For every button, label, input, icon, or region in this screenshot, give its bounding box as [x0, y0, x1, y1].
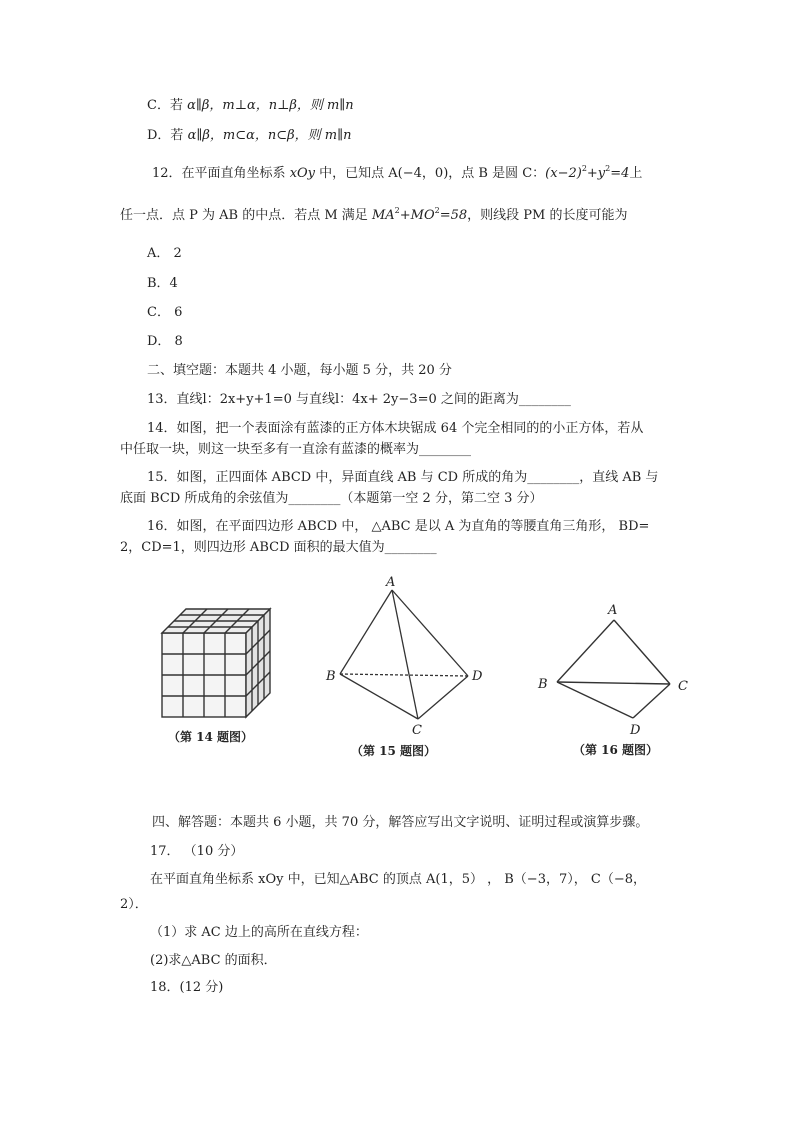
figure-15-tetrahedron: [320, 572, 495, 742]
q12-stem-line1: 12．在平面直角坐标系 xOy 中，已知点 A(−4，0)，点 B 是圆 C：$(x-2)^2+y^2=4$上: [152, 164, 643, 181]
fig16-label-a: A: [608, 603, 618, 618]
fig16-label-d: D: [630, 723, 641, 738]
q17-line1: 在平面直角坐标系 xOy 中，已知△ABC 的顶点 A(1，5） ， B（−3，7）， C（−8，: [150, 872, 646, 887]
section-fill-in-heading: 二、填空题：本题共 4 小题，每小题 5 分，共 20 分: [147, 363, 452, 378]
q11-option-c: C．若 α∥β，m⊥α，n⊥β，则 m∥n: [147, 98, 354, 113]
fig15-label-b: B: [326, 669, 336, 684]
q12-option-d: D． 8: [147, 334, 183, 349]
q11-option-d: D．若 α∥β，m⊂α，n⊂β，则 m∥n: [147, 128, 352, 143]
q16-line2: 2，CD=1，则四边形 ABCD 面积的最大值为________: [120, 540, 437, 555]
figure-14-caption: （第 14 题图）: [168, 730, 254, 744]
figure-15-caption: （第 15 题图）: [351, 744, 437, 758]
fig15-label-a: A: [386, 575, 396, 590]
q12-stem-line2: 任一点．点 P 为 AB 的中点．若点 M 满足 $MA^2+MO^2=58$，则线段 PM 的长度可能为: [120, 206, 628, 223]
fig16-label-c: C: [678, 679, 688, 694]
q12-option-c: C． 6: [147, 305, 183, 320]
q17-title: 17． （10 分）: [150, 844, 244, 859]
figure-16-caption: （第 16 题图）: [573, 743, 659, 757]
fig16-label-b: B: [538, 677, 548, 692]
q15-line1: 15．如图，正四面体 ABCD 中，异面直线 AB 与 CD 所成的角为________，直线 AB 与: [147, 470, 659, 485]
q15-line2: 底面 BCD 所成角的余弦值为________（本题第一空 2 分，第二空 3 分）: [120, 491, 543, 506]
q17-sub2: (2)求△ABC 的面积．: [150, 953, 277, 968]
q17-sub1: （1）求 AC 边上的高所在直线方程：: [150, 925, 368, 940]
figure-16-quadrilateral: [535, 598, 700, 738]
q18-title: 18．(12 分): [150, 980, 224, 995]
q14-line2: 中任取一块，则这一块至多有一直涂有蓝漆的概率为________: [120, 442, 472, 457]
q16-line1: 16．如图，在平面四边形 ABCD 中， △ABC 是以 A 为直角的等腰直角三角形， BD=: [147, 519, 650, 534]
q13: 13．直线l：2x+y+1=0 与直线l：4x+ 2y−3=0 之间的距离为________: [147, 392, 571, 407]
figure-14-cube: [150, 600, 280, 725]
q12-option-b: B．4: [147, 276, 178, 291]
fig15-label-d: D: [472, 669, 483, 684]
section-answer-heading: 四、解答题：本题共 6 小题，共 70 分，解答应写出文字说明、证明过程或演算步骤。: [152, 815, 649, 830]
q14-line1: 14．如图，把一个表面涂有蓝漆的正方体木块锯成 64 个完全相同的的小正方体，若从: [147, 421, 644, 436]
fig15-label-c: C: [412, 723, 422, 738]
q12-option-a: A． 2: [147, 246, 182, 261]
q17-line2: 2）．: [120, 897, 148, 912]
